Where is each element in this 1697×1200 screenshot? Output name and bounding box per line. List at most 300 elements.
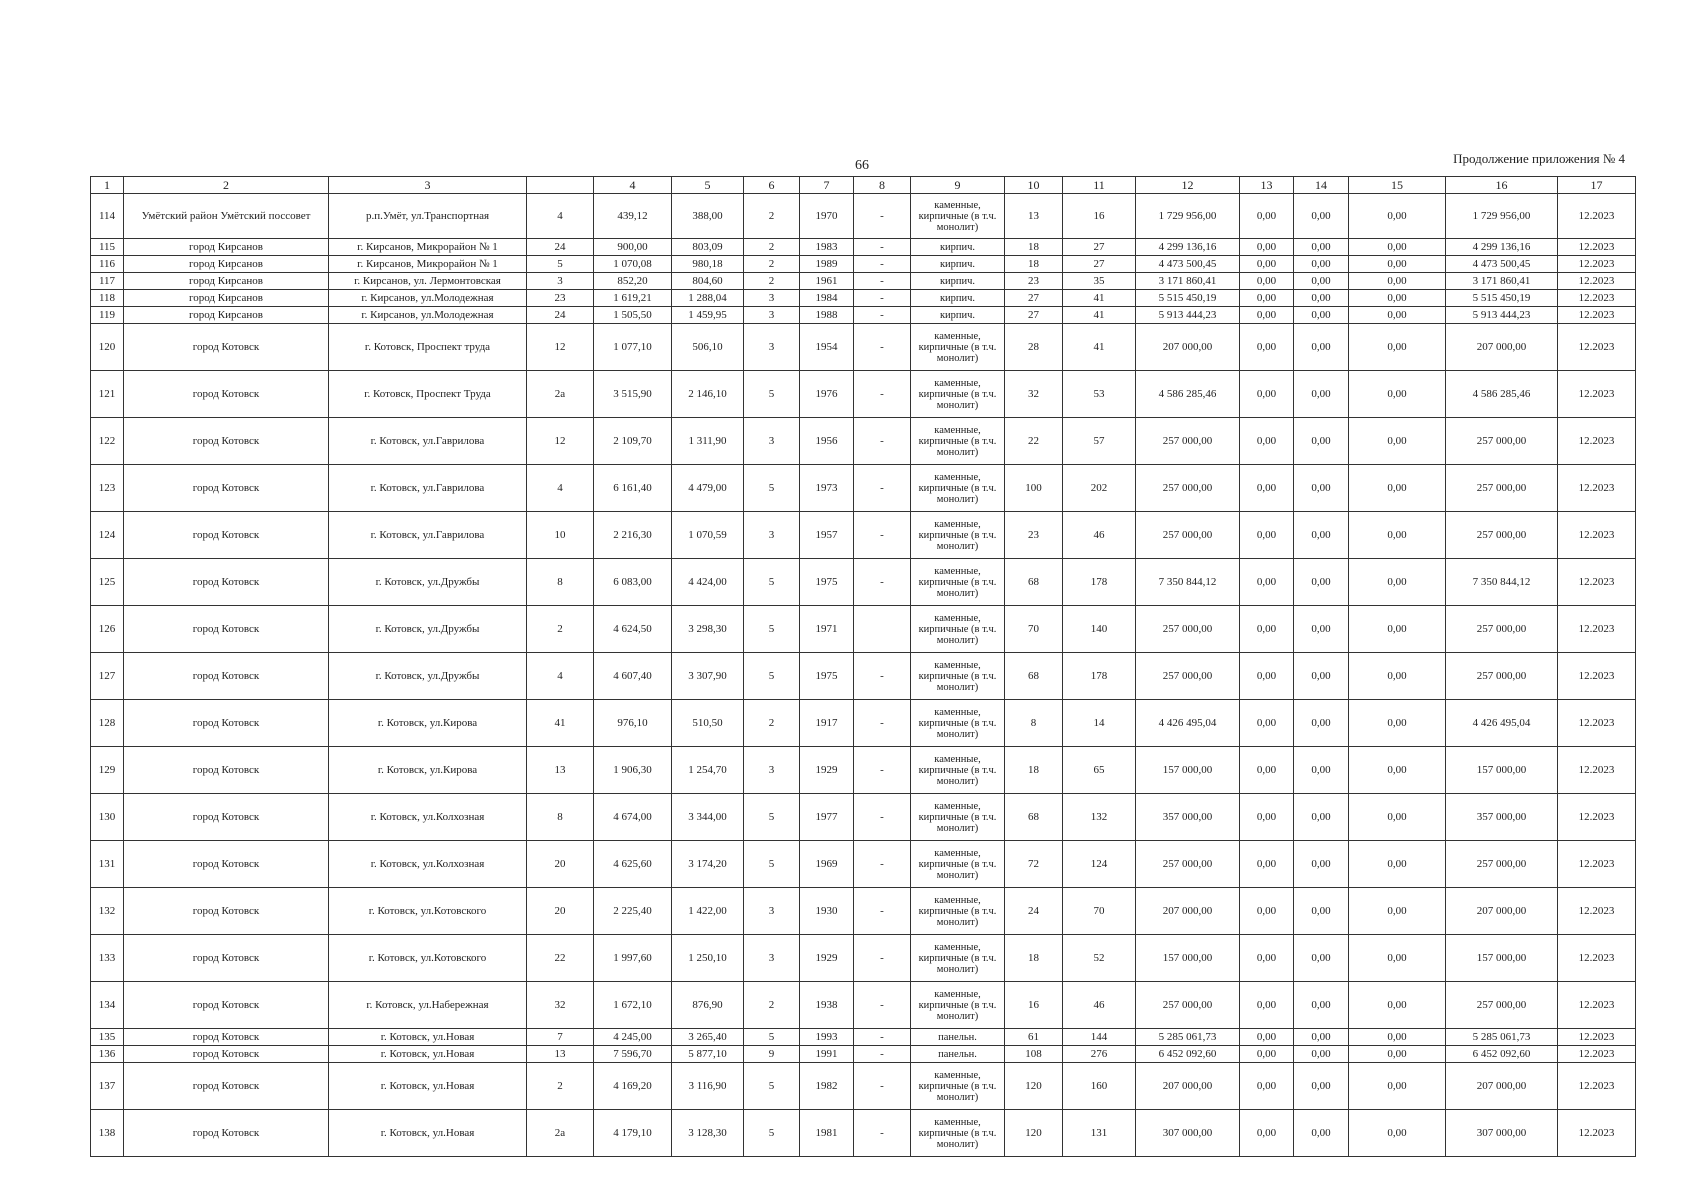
cell-house: 2 [527,606,594,653]
cell-c12: 7 350 844,12 [1136,559,1240,606]
cell-c15: 0,00 [1349,982,1446,1029]
cell-c6: 5 [744,606,800,653]
cell-c17: 12.2023 [1558,606,1636,653]
table-row [91,1046,1636,1063]
cell-n: 126 [91,606,124,653]
cell-c15: 0,00 [1349,290,1446,307]
cell-c11: 46 [1063,982,1136,1029]
column-number-header: 8 [854,177,911,194]
cell-street: г. Кирсанов, Микрорайон № 1 [329,256,527,273]
cell-street: г. Котовск, ул.Гаврилова [329,418,527,465]
cell-c8: - [854,290,911,307]
cell-c6: 2 [744,239,800,256]
table-row [91,290,1636,307]
cell-c5: 1 070,59 [672,512,744,559]
cell-area: город Кирсанов [124,239,329,256]
cell-area: город Кирсанов [124,307,329,324]
cell-house: 8 [527,794,594,841]
table-row [91,256,1636,273]
cell-c17: 12.2023 [1558,512,1636,559]
cell-c14: 0,00 [1294,1110,1349,1157]
cell-house: 20 [527,888,594,935]
column-number-header: 11 [1063,177,1136,194]
cell-house: 10 [527,512,594,559]
cell-c6: 5 [744,371,800,418]
cell-c11: 140 [1063,606,1136,653]
cell-c6: 3 [744,747,800,794]
cell-area: город Котовск [124,606,329,653]
cell-c4: 2 216,30 [594,512,672,559]
cell-c14: 0,00 [1294,512,1349,559]
cell-c13: 0,00 [1240,1110,1294,1157]
cell-c15: 0,00 [1349,465,1446,512]
cell-c4: 852,20 [594,273,672,290]
cell-c12: 207 000,00 [1136,888,1240,935]
cell-c13: 0,00 [1240,653,1294,700]
cell-c17: 12.2023 [1558,935,1636,982]
cell-c10: 70 [1005,606,1063,653]
cell-n: 120 [91,324,124,371]
cell-c4: 1 505,50 [594,307,672,324]
cell-c14: 0,00 [1294,559,1349,606]
cell-c10: 16 [1005,982,1063,1029]
column-number-header: 16 [1446,177,1558,194]
cell-c8: - [854,700,911,747]
column-number-header: 2 [124,177,329,194]
cell-c9: каменные, кирпичные (в т.ч. монолит) [911,794,1005,841]
cell-area: город Котовск [124,559,329,606]
cell-c7: 1981 [800,1110,854,1157]
cell-street: г. Котовск, ул.Котовского [329,888,527,935]
table-row [91,747,1636,794]
cell-c9: каменные, кирпичные (в т.ч. монолит) [911,371,1005,418]
table-row [91,841,1636,888]
cell-c15: 0,00 [1349,239,1446,256]
cell-c15: 0,00 [1349,324,1446,371]
cell-c14: 0,00 [1294,606,1349,653]
cell-street: г. Кирсанов, Микрорайон № 1 [329,239,527,256]
cell-c9: каменные, кирпичные (в т.ч. монолит) [911,606,1005,653]
cell-c9: каменные, кирпичные (в т.ч. монолит) [911,324,1005,371]
cell-area: город Котовск [124,982,329,1029]
table-row [91,371,1636,418]
cell-c9: каменные, кирпичные (в т.ч. монолит) [911,465,1005,512]
cell-area: город Котовск [124,418,329,465]
cell-c16: 257 000,00 [1446,653,1558,700]
cell-c16: 257 000,00 [1446,512,1558,559]
cell-c11: 53 [1063,371,1136,418]
cell-c16: 307 000,00 [1446,1110,1558,1157]
column-number-header: 14 [1294,177,1349,194]
cell-c15: 0,00 [1349,194,1446,239]
cell-c10: 68 [1005,559,1063,606]
cell-n: 134 [91,982,124,1029]
cell-c10: 32 [1005,371,1063,418]
registry-table [90,176,1636,1157]
cell-c13: 0,00 [1240,1063,1294,1110]
cell-c7: 1993 [800,1029,854,1046]
cell-house: 12 [527,418,594,465]
cell-c13: 0,00 [1240,794,1294,841]
cell-c16: 257 000,00 [1446,841,1558,888]
cell-c14: 0,00 [1294,935,1349,982]
cell-c7: 1938 [800,982,854,1029]
cell-house: 3 [527,273,594,290]
column-number-header: 6 [744,177,800,194]
cell-street: г. Котовск, ул.Гаврилова [329,465,527,512]
cell-c14: 0,00 [1294,307,1349,324]
cell-c6: 5 [744,841,800,888]
cell-c7: 1983 [800,239,854,256]
cell-c5: 980,18 [672,256,744,273]
cell-c5: 5 877,10 [672,1046,744,1063]
cell-c10: 8 [1005,700,1063,747]
cell-c14: 0,00 [1294,700,1349,747]
cell-c6: 2 [744,194,800,239]
cell-c15: 0,00 [1349,700,1446,747]
cell-c11: 16 [1063,194,1136,239]
cell-c8: - [854,559,911,606]
cell-c14: 0,00 [1294,324,1349,371]
cell-c14: 0,00 [1294,239,1349,256]
cell-c14: 0,00 [1294,1046,1349,1063]
cell-c11: 41 [1063,307,1136,324]
cell-c10: 18 [1005,256,1063,273]
cell-c15: 0,00 [1349,888,1446,935]
cell-c11: 41 [1063,324,1136,371]
cell-c10: 68 [1005,653,1063,700]
cell-n: 117 [91,273,124,290]
cell-c14: 0,00 [1294,1029,1349,1046]
cell-c6: 3 [744,324,800,371]
page-number: 66 [855,158,869,173]
table-row [91,273,1636,290]
cell-c5: 1 311,90 [672,418,744,465]
cell-area: город Кирсанов [124,256,329,273]
cell-c16: 207 000,00 [1446,324,1558,371]
cell-c14: 0,00 [1294,273,1349,290]
cell-c10: 28 [1005,324,1063,371]
cell-c6: 2 [744,273,800,290]
cell-c17: 12.2023 [1558,1029,1636,1046]
cell-c13: 0,00 [1240,1046,1294,1063]
cell-c17: 12.2023 [1558,256,1636,273]
cell-c12: 4 473 500,45 [1136,256,1240,273]
cell-c11: 124 [1063,841,1136,888]
cell-house: 4 [527,653,594,700]
cell-c17: 12.2023 [1558,653,1636,700]
cell-c17: 12.2023 [1558,841,1636,888]
cell-c16: 207 000,00 [1446,888,1558,935]
cell-c8: - [854,935,911,982]
cell-area: город Котовск [124,935,329,982]
cell-n: 115 [91,239,124,256]
table-row [91,324,1636,371]
cell-c6: 3 [744,418,800,465]
cell-c14: 0,00 [1294,982,1349,1029]
cell-area: город Котовск [124,465,329,512]
cell-street: г. Котовск, ул.Новая [329,1046,527,1063]
cell-c17: 12.2023 [1558,888,1636,935]
cell-n: 119 [91,307,124,324]
cell-c8: - [854,239,911,256]
cell-n: 116 [91,256,124,273]
cell-c14: 0,00 [1294,1063,1349,1110]
cell-c7: 1977 [800,794,854,841]
cell-area: город Котовск [124,371,329,418]
cell-c14: 0,00 [1294,418,1349,465]
cell-c7: 1976 [800,371,854,418]
table-row [91,559,1636,606]
cell-c15: 0,00 [1349,1110,1446,1157]
cell-c9: каменные, кирпичные (в т.ч. монолит) [911,935,1005,982]
cell-c5: 1 288,04 [672,290,744,307]
cell-c10: 18 [1005,935,1063,982]
cell-c17: 12.2023 [1558,290,1636,307]
column-number-header: 12 [1136,177,1240,194]
cell-c9: кирпич. [911,239,1005,256]
cell-n: 122 [91,418,124,465]
cell-street: г. Котовск, ул.Кирова [329,700,527,747]
cell-c16: 7 350 844,12 [1446,559,1558,606]
column-number-header [527,177,594,194]
cell-c6: 3 [744,307,800,324]
cell-c16: 4 299 136,16 [1446,239,1558,256]
cell-c9: каменные, кирпичные (в т.ч. монолит) [911,512,1005,559]
cell-c17: 12.2023 [1558,371,1636,418]
continuation-label: Продолжение приложения № 4 [1453,151,1625,166]
cell-c10: 72 [1005,841,1063,888]
cell-c5: 3 128,30 [672,1110,744,1157]
column-number-header: 1 [91,177,124,194]
cell-c5: 3 344,00 [672,794,744,841]
cell-area: Умётский район Умётский поссовет [124,194,329,239]
cell-c15: 0,00 [1349,653,1446,700]
cell-n: 114 [91,194,124,239]
cell-c6: 5 [744,794,800,841]
cell-c14: 0,00 [1294,794,1349,841]
cell-street: г. Котовск, ул.Набережная [329,982,527,1029]
cell-c16: 1 729 956,00 [1446,194,1558,239]
cell-c11: 202 [1063,465,1136,512]
cell-c12: 3 171 860,41 [1136,273,1240,290]
cell-c7: 1917 [800,700,854,747]
cell-c7: 1971 [800,606,854,653]
cell-c16: 257 000,00 [1446,606,1558,653]
cell-c12: 257 000,00 [1136,653,1240,700]
cell-c8: - [854,1029,911,1046]
cell-c9: каменные, кирпичные (в т.ч. монолит) [911,194,1005,239]
column-number-header: 4 [594,177,672,194]
cell-c16: 207 000,00 [1446,1063,1558,1110]
cell-c7: 1984 [800,290,854,307]
cell-c16: 5 285 061,73 [1446,1029,1558,1046]
table-row [91,465,1636,512]
cell-c8: - [854,653,911,700]
cell-c7: 1929 [800,935,854,982]
cell-street: г. Котовск, Проспект Труда [329,371,527,418]
cell-c5: 3 298,30 [672,606,744,653]
cell-c4: 4 245,00 [594,1029,672,1046]
cell-house: 24 [527,239,594,256]
cell-c9: кирпич. [911,290,1005,307]
cell-n: 127 [91,653,124,700]
cell-c9: кирпич. [911,273,1005,290]
cell-area: город Котовск [124,1046,329,1063]
cell-street: г. Котовск, ул.Колхозная [329,794,527,841]
cell-c17: 12.2023 [1558,700,1636,747]
cell-c16: 5 515 450,19 [1446,290,1558,307]
cell-c16: 4 426 495,04 [1446,700,1558,747]
cell-c10: 23 [1005,512,1063,559]
cell-n: 118 [91,290,124,307]
cell-c5: 1 422,00 [672,888,744,935]
cell-c15: 0,00 [1349,273,1446,290]
cell-c17: 12.2023 [1558,1063,1636,1110]
cell-c7: 1982 [800,1063,854,1110]
cell-c17: 12.2023 [1558,1110,1636,1157]
cell-c4: 4 607,40 [594,653,672,700]
cell-c7: 1957 [800,512,854,559]
table-row [91,653,1636,700]
cell-c12: 4 586 285,46 [1136,371,1240,418]
cell-c8: - [854,1110,911,1157]
cell-c9: каменные, кирпичные (в т.ч. монолит) [911,653,1005,700]
cell-c12: 6 452 092,60 [1136,1046,1240,1063]
cell-street: г. Котовск, ул.Дружбы [329,606,527,653]
cell-house: 23 [527,290,594,307]
cell-c13: 0,00 [1240,324,1294,371]
cell-c10: 27 [1005,290,1063,307]
cell-c13: 0,00 [1240,290,1294,307]
cell-house: 4 [527,194,594,239]
cell-c16: 257 000,00 [1446,982,1558,1029]
cell-house: 4 [527,465,594,512]
cell-c11: 46 [1063,512,1136,559]
cell-c12: 257 000,00 [1136,841,1240,888]
cell-c13: 0,00 [1240,465,1294,512]
table-row [91,888,1636,935]
cell-c5: 1 254,70 [672,747,744,794]
cell-c7: 1991 [800,1046,854,1063]
cell-n: 133 [91,935,124,982]
cell-c17: 12.2023 [1558,1046,1636,1063]
cell-c11: 14 [1063,700,1136,747]
cell-n: 125 [91,559,124,606]
cell-c5: 4 424,00 [672,559,744,606]
cell-c4: 1 077,10 [594,324,672,371]
cell-c5: 1 250,10 [672,935,744,982]
cell-house: 13 [527,1046,594,1063]
cell-c6: 3 [744,888,800,935]
cell-c4: 2 225,40 [594,888,672,935]
cell-n: 135 [91,1029,124,1046]
cell-n: 132 [91,888,124,935]
cell-c6: 3 [744,290,800,307]
cell-c4: 1 906,30 [594,747,672,794]
cell-c15: 0,00 [1349,512,1446,559]
cell-c7: 1929 [800,747,854,794]
cell-c10: 120 [1005,1110,1063,1157]
cell-c9: каменные, кирпичные (в т.ч. монолит) [911,982,1005,1029]
cell-c11: 27 [1063,256,1136,273]
cell-c9: каменные, кирпичные (в т.ч. монолит) [911,1063,1005,1110]
cell-c12: 257 000,00 [1136,418,1240,465]
cell-house: 32 [527,982,594,1029]
cell-house: 20 [527,841,594,888]
cell-house: 13 [527,747,594,794]
cell-c11: 131 [1063,1110,1136,1157]
cell-c15: 0,00 [1349,1029,1446,1046]
cell-n: 130 [91,794,124,841]
cell-c6: 5 [744,1029,800,1046]
column-number-header: 10 [1005,177,1063,194]
table-body [91,194,1636,1157]
cell-c9: каменные, кирпичные (в т.ч. монолит) [911,1110,1005,1157]
cell-c6: 2 [744,982,800,1029]
cell-c14: 0,00 [1294,371,1349,418]
cell-c15: 0,00 [1349,559,1446,606]
cell-c7: 1975 [800,559,854,606]
cell-c9: каменные, кирпичные (в т.ч. монолит) [911,418,1005,465]
cell-c16: 4 473 500,45 [1446,256,1558,273]
cell-c11: 178 [1063,559,1136,606]
cell-c11: 41 [1063,290,1136,307]
cell-c4: 1 997,60 [594,935,672,982]
cell-c15: 0,00 [1349,256,1446,273]
cell-c8: - [854,841,911,888]
table-row [91,418,1636,465]
cell-c14: 0,00 [1294,194,1349,239]
cell-c6: 9 [744,1046,800,1063]
cell-c10: 120 [1005,1063,1063,1110]
cell-house: 41 [527,700,594,747]
cell-area: город Котовск [124,1110,329,1157]
cell-house: 2а [527,1110,594,1157]
cell-c5: 4 479,00 [672,465,744,512]
cell-street: г. Котовск, ул.Новая [329,1110,527,1157]
cell-c9: каменные, кирпичные (в т.ч. монолит) [911,700,1005,747]
cell-c15: 0,00 [1349,307,1446,324]
column-number-header: 13 [1240,177,1294,194]
cell-c15: 0,00 [1349,1046,1446,1063]
cell-c11: 27 [1063,239,1136,256]
cell-c9: каменные, кирпичные (в т.ч. монолит) [911,559,1005,606]
cell-c17: 12.2023 [1558,747,1636,794]
cell-street: г. Котовск, ул.Дружбы [329,559,527,606]
cell-area: город Котовск [124,512,329,559]
cell-c6: 5 [744,559,800,606]
cell-c8: - [854,324,911,371]
cell-street: г. Кирсанов, ул.Молодежная [329,290,527,307]
cell-c13: 0,00 [1240,935,1294,982]
cell-c5: 3 174,20 [672,841,744,888]
cell-c12: 357 000,00 [1136,794,1240,841]
cell-c15: 0,00 [1349,935,1446,982]
cell-c5: 2 146,10 [672,371,744,418]
cell-c5: 876,90 [672,982,744,1029]
cell-c10: 68 [1005,794,1063,841]
cell-street: г. Котовск, ул.Новая [329,1029,527,1046]
cell-c10: 23 [1005,273,1063,290]
cell-c14: 0,00 [1294,290,1349,307]
cell-c14: 0,00 [1294,747,1349,794]
cell-c17: 12.2023 [1558,794,1636,841]
cell-c6: 5 [744,1063,800,1110]
cell-c6: 5 [744,465,800,512]
column-number-header: 3 [329,177,527,194]
cell-street: г. Котовск, ул.Колхозная [329,841,527,888]
